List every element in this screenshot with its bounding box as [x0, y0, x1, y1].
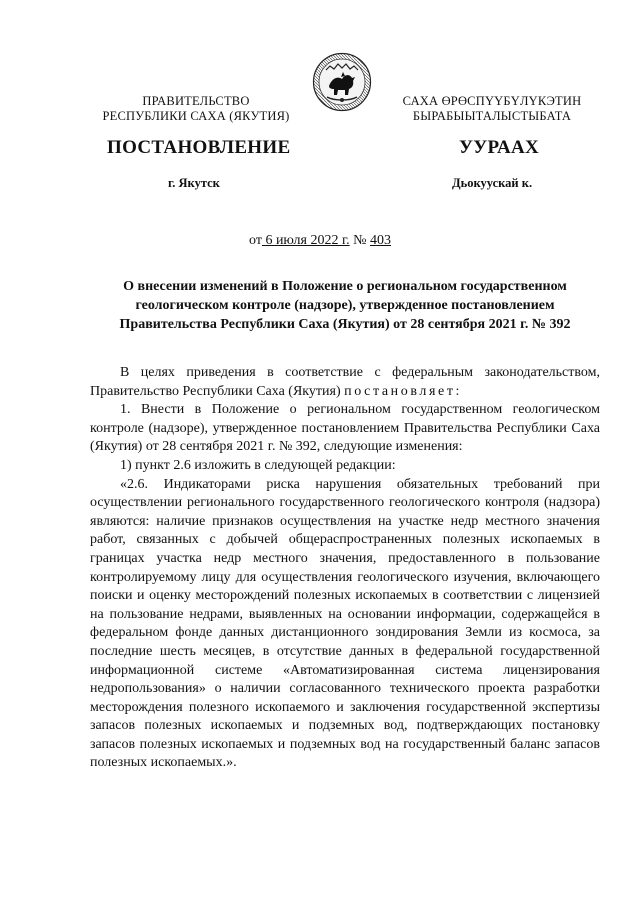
- document-number: 403: [370, 233, 391, 248]
- date-number-line: [0, 233, 640, 249]
- issuer-sakha-line1: САХА ӨРӨСПҮҮБҮЛҮКЭТИН: [402, 94, 582, 108]
- date-prefix: от: [249, 233, 262, 248]
- issuer-ru: [86, 94, 306, 124]
- document-date-value: 6 июля 2022 г.: [265, 233, 350, 248]
- issuer-ru-line1: ПРАВИТЕЛЬСТВО: [142, 94, 250, 108]
- document-title: О внесении изменений в Положение о региональном государственном геологическом контроле (надзоре), утвержденное постановлением Правительства Республики Саха (Якутия) от 28 сентября 2021 г. № 392: [119, 279, 571, 332]
- doc-type-ru: ПОСТАНОВЛЕНИЕ: [107, 137, 291, 158]
- doc-type-sakha: УУРААХ: [459, 137, 540, 158]
- paragraph-3: «2.6. Индикаторами риска нарушения обязательных требований при осуществлении регионального государственного геологического контроля (надзора) являются: наличие признаков осуществления на участке недр местного значения работ, связанных с добычей общераспространенных полезных ископаемых в границах участка недр местного значения, предоставленного в пользование контролируемому лицу для осуществления геологического изучения, включающего поиски и оценку месторождений полезных ископаемых в соответствии с лицензией на пользование недрами, выявленных на основании информации, содержащейся в федеральном фонде данных дистанционного зондирования Земли из космоса, за последние шесть месяцев, в отсутствие данных в федеральной государственной информационной системе «Автоматизированная система лицензирования недропользования» о наличии согласованного технического проекта разработки месторождения полезного ископаемого и заключения государственной экспертизы запасов полезных ископаемых и подземных вод, подтверждающих постановку запасов полезных ископаемых и подземных вод на государственный баланс запасов полезных ископаемых.».: [90, 476, 600, 771]
- intro-text: В целях приведения в соответствие с федеральным законодательством, Правительство Республики Саха (Якутия): [90, 365, 600, 399]
- intro-paragraph: [90, 364, 600, 401]
- decree-word: постановляет:: [344, 383, 463, 399]
- issuer-sakha-line2: БЫРАБЫЫТАЛЫСТЫБАТА: [412, 109, 572, 123]
- paragraph-2: 1) пункт 2.6 изложить в следующей редакции:: [120, 457, 396, 473]
- city-sakha: Дьокуускай к.: [452, 176, 533, 190]
- issuer-ru-line2: РЕСПУБЛИКИ САХА (ЯКУТИЯ): [102, 109, 290, 123]
- document-date: [262, 233, 350, 248]
- document-body: [90, 364, 600, 773]
- coat-of-arms-icon: [312, 52, 372, 112]
- number-sign: №: [353, 233, 367, 248]
- paragraph-1: 1. Внести в Положение о региональном государственном геологическом контроле (надзоре), утвержденное постановлением Правительства Республики Саха (Якутия) от 28 сентября 2021 г. № 392, следующие изменения:: [90, 402, 600, 455]
- city-ru: г. Якутск: [168, 176, 220, 190]
- issuer-sakha: [382, 94, 602, 124]
